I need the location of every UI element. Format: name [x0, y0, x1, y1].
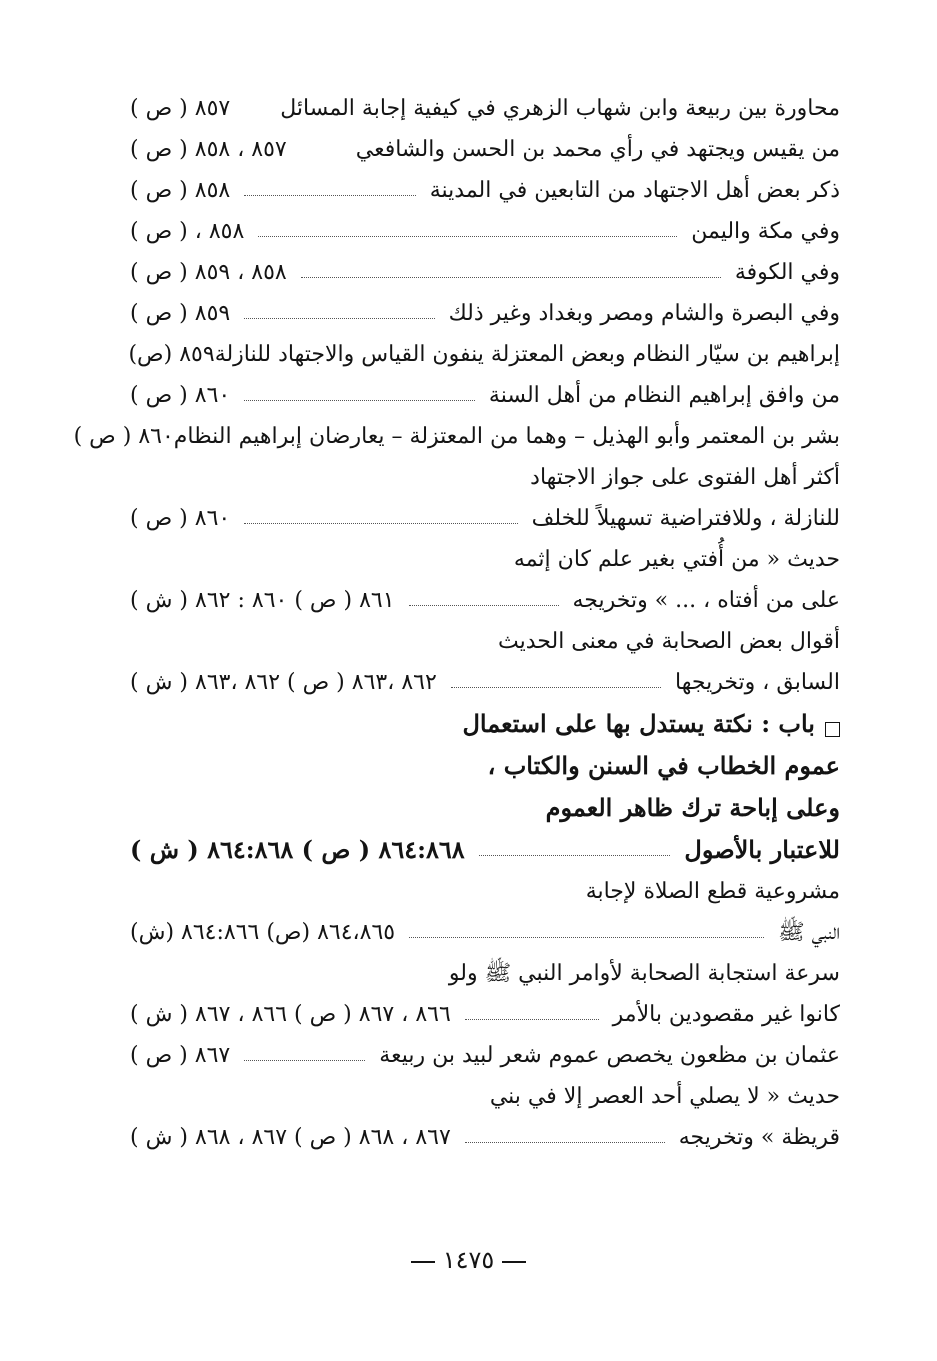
- dot-leader: [409, 937, 764, 938]
- entry-text: وفي البصرة والشام ومصر وبغداد وغير ذلك: [448, 300, 840, 326]
- entry-text: وفي الكوفة: [734, 259, 840, 285]
- entry-text: سرعة استجابة الصحابة لأوامر النبي ﷺ ولو: [448, 960, 840, 986]
- entry-text: بشر بن المعتمر وأبو الهذيل – وهما من المعتزلة – يعارضان إبراهيم النظام: [173, 423, 840, 449]
- index-entry: [130, 449, 840, 490]
- index-entry: [73, 408, 840, 449]
- dot-leader: [244, 400, 475, 401]
- page-number: [0, 1246, 937, 1274]
- entry-text: وعلى إباحة ترك ظاهر العموم: [545, 792, 840, 822]
- entry-text: أقوال بعض الصحابة في معنى الحديث: [498, 628, 840, 654]
- entry-text: باب : نكتة يستدل بها على استعمال: [462, 708, 815, 738]
- dash-right: [502, 1261, 526, 1263]
- entry-text: حديث « من أُفتي بغير علم كان إثمه: [513, 546, 840, 572]
- dot-leader: [409, 605, 559, 606]
- index-entry: [130, 121, 840, 162]
- dot-leader: [244, 195, 416, 196]
- index-entry: [130, 531, 840, 572]
- index-entry: [130, 1027, 840, 1068]
- entry-text: محاورة بين ربيعة وابن شهاب الزهري في كيفية إجابة المسائل: [280, 95, 840, 121]
- dot-leader: [301, 277, 721, 278]
- index-heading-line: [130, 821, 840, 863]
- dot-leader: [244, 1060, 365, 1061]
- dot-leader: [244, 318, 434, 319]
- entry-text: من وافق إبراهيم النظام من أهل السنة: [488, 382, 840, 408]
- entry-text: إبراهيم بن سيّار النظام وبعض المعتزلة ينفون القياس والاجتهاد للنازلة: [214, 341, 840, 367]
- index-entry: [130, 162, 840, 203]
- index-entry: [130, 945, 840, 986]
- entry-text: ذكر بعض أهل الاجتهاد من التابعين في المدينة: [429, 177, 840, 203]
- page-reference: ٨٦٢ ،٨٦٣ ( ص ) ٨٦٢ ،٨٦٣ ( ش ): [130, 669, 437, 695]
- index-heading-line: [130, 737, 840, 779]
- index-entry: [130, 986, 840, 1027]
- page-reference: ٨٥٧ ، ٨٥٨ ( ص ): [130, 136, 287, 162]
- entry-text: قريظة » وتخريجه: [678, 1124, 840, 1150]
- index-entry: [130, 1068, 840, 1109]
- entry-text: أكثر أهل الفتوى على جواز الاجتهاد: [530, 464, 840, 490]
- page-reference: ٨٥٩ (ص): [128, 341, 215, 367]
- page-reference: ٨٦١ ( ص ) ٨٦٠ : ٨٦٢ ( ش ): [130, 587, 395, 613]
- page-reference: ٨٥٩ ( ص ): [130, 300, 231, 326]
- index-entry: [130, 203, 840, 244]
- page-reference: ٨٦٠ ( ص ): [73, 423, 174, 449]
- entry-text: السابق ، وتخريجها: [675, 669, 840, 695]
- dot-leader: [479, 855, 671, 856]
- entry-text: كانوا غير مقصودين بالأمر: [612, 1001, 840, 1027]
- page-reference: ٨٥٨ ( ص ): [130, 177, 231, 203]
- page-reference: ٨٥٨ ، ( ص ): [130, 218, 245, 244]
- dot-leader: [465, 1142, 665, 1143]
- index-heading-line: [130, 695, 840, 737]
- index-entry: [130, 244, 840, 285]
- entry-text: النبي ﷺ: [778, 919, 840, 945]
- page-reference: ٨٥٧ ( ص ): [130, 95, 231, 121]
- page-reference: ٨٦٠ ( ص ): [130, 382, 231, 408]
- entry-text: على من أفتاه ، ... » وتخريجه: [572, 587, 840, 613]
- page-number-text: ١٤٧٥: [442, 1246, 495, 1274]
- index-entry: [130, 572, 840, 613]
- page-reference: ٨٦٧ ( ص ): [130, 1042, 231, 1068]
- entry-text: عموم الخطاب في السنن والكتاب ،: [487, 750, 840, 780]
- index-entry: [130, 326, 840, 367]
- page-reference: ٨٦٤،٨٦٥ (ص) ٨٦٤:٨٦٦ (ش): [130, 919, 396, 945]
- index-entry: [130, 1109, 840, 1150]
- entry-text: للنازلة ، وللافتراضية تسهيلاً للخلف: [531, 505, 840, 531]
- index-entry: [130, 654, 840, 695]
- entry-text: للاعتبار بالأصول: [684, 834, 840, 864]
- index-entry: [130, 285, 840, 326]
- index-heading-line: [130, 779, 840, 821]
- page-reference: ٨٦٧ ، ٨٦٨ ( ص ) ٨٦٧ ، ٨٦٨ ( ش ): [130, 1124, 451, 1150]
- page-reference: ٨٥٨ ، ٨٥٩ ( ص ): [130, 259, 287, 285]
- entry-text: حديث « لا يصلي أحد العصر إلا في بني: [489, 1083, 840, 1109]
- index-entry: [130, 490, 840, 531]
- dot-leader: [258, 236, 677, 237]
- index-entry: [130, 80, 840, 121]
- dash-left: [411, 1261, 435, 1263]
- index-entry: [130, 613, 840, 654]
- dot-leader: [465, 1019, 599, 1020]
- dot-leader: [451, 687, 661, 688]
- page-reference: ٨٦٦ ، ٨٦٧ ( ص ) ٨٦٦ ، ٨٦٧ ( ش ): [130, 1001, 451, 1027]
- entry-text: من يقيس ويجتهد في رأي محمد بن الحسن والشافعي: [355, 136, 840, 162]
- entry-text: عثمان بن مظعون يخصص عموم شعر لبيد بن ربيعة: [379, 1042, 840, 1068]
- index-entry: [130, 367, 840, 408]
- entry-text: وفي مكة واليمن: [691, 218, 840, 244]
- square-box-icon: [825, 722, 840, 737]
- dot-leader: [244, 523, 517, 524]
- entry-text: مشروعية قطع الصلاة لإجابة: [585, 878, 840, 904]
- page-reference: ٨٦٤:٨٦٨ ( ص ) ٨٦٤:٨٦٨ ( ش ): [130, 834, 465, 864]
- page-reference: ٨٦٠ ( ص ): [130, 505, 231, 531]
- index-entries: [73, 80, 840, 1150]
- index-entry: [130, 863, 840, 904]
- index-entry: [130, 904, 840, 945]
